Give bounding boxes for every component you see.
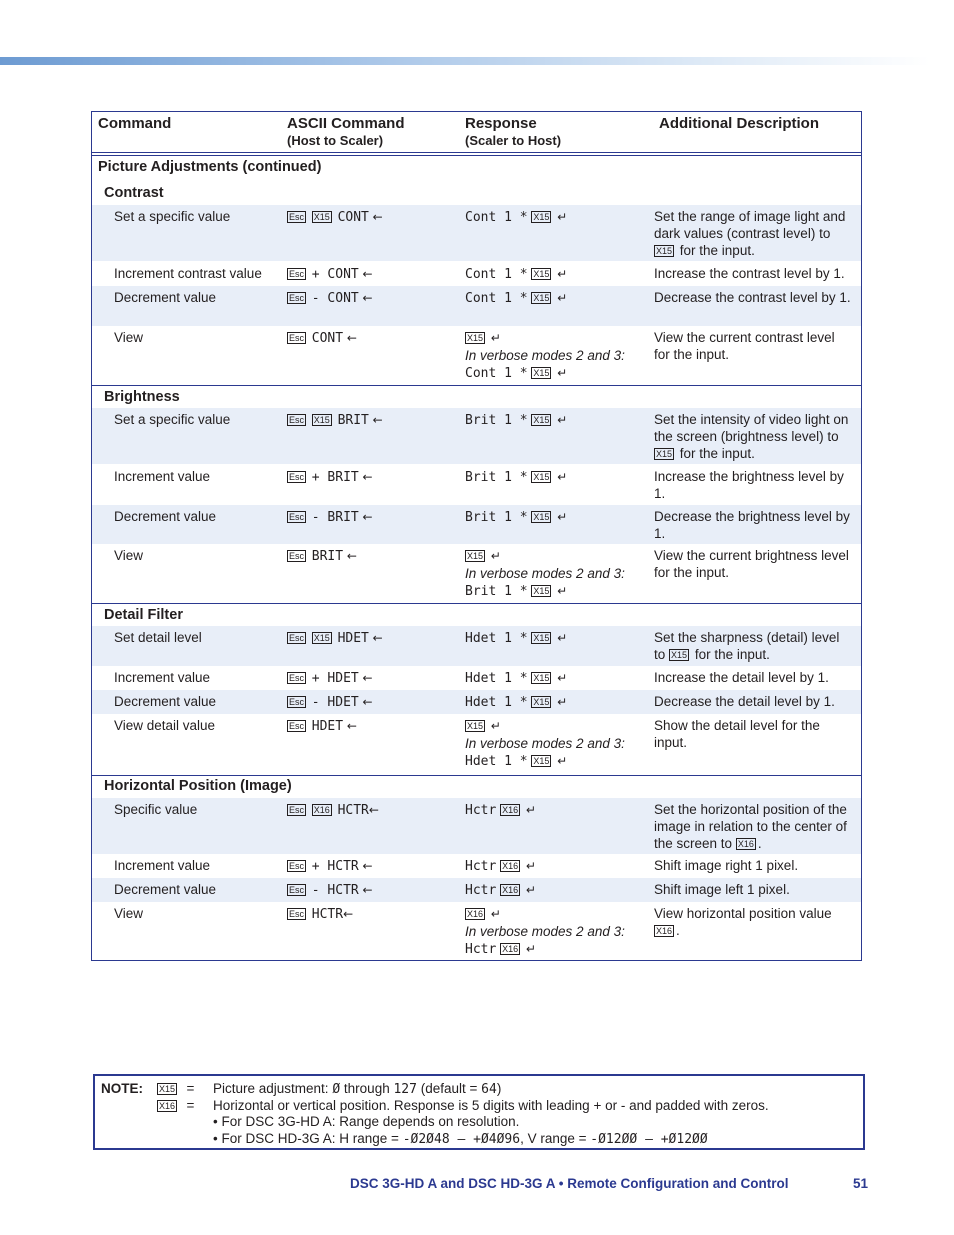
command-name: Specific value bbox=[114, 802, 198, 817]
response: X15 ↵ In verbose modes 2 and 3: Cont 1 * X15 ↵ bbox=[465, 331, 625, 381]
return-icon: ↵ bbox=[490, 719, 501, 733]
return-icon: ↵ bbox=[525, 942, 536, 956]
esc-key-icon: Esc bbox=[289, 805, 305, 815]
return-icon: ↵ bbox=[525, 803, 536, 817]
description: Decrease the detail level by 1. bbox=[654, 694, 835, 709]
esc-key-icon: Esc bbox=[289, 721, 305, 731]
header-rule bbox=[92, 155, 861, 156]
note-x15-text: Picture adjustment: Ø through 127 (default = 64) bbox=[213, 1081, 502, 1097]
enter-arrow-icon: ← bbox=[346, 549, 357, 563]
group-rule bbox=[92, 775, 861, 776]
footer-title: DSC 3G-HD A and DSC HD-3G A • Remote Configuration and Control bbox=[350, 1176, 789, 1191]
esc-key-icon: Esc bbox=[289, 472, 305, 482]
command-name: View bbox=[114, 906, 144, 921]
x15-key-icon: X15 bbox=[533, 512, 550, 522]
esc-key-icon: Esc bbox=[289, 415, 305, 425]
table-row bbox=[92, 854, 861, 878]
command-name: Set detail level bbox=[114, 630, 202, 645]
note-label: NOTE: bbox=[101, 1081, 143, 1096]
page-number: 51 bbox=[853, 1176, 869, 1191]
group-title-detail: Detail Filter bbox=[104, 607, 183, 623]
table-row bbox=[92, 326, 861, 384]
description: Decrease the brightness level by 1. bbox=[654, 509, 850, 541]
command-name: Decrement value bbox=[114, 290, 217, 305]
x16-key-icon: X16 bbox=[502, 861, 519, 871]
x15-key-icon: X15 bbox=[533, 756, 550, 766]
return-icon: ↵ bbox=[557, 671, 568, 685]
enter-arrow-icon: ← bbox=[362, 671, 373, 685]
command-name: Increment contrast value bbox=[114, 266, 262, 281]
return-icon: ↵ bbox=[557, 754, 568, 768]
x15-key-icon: X15 bbox=[656, 246, 673, 256]
note-key-x15: X15 = bbox=[159, 1081, 195, 1096]
description: Shift image left 1 pixel. bbox=[654, 882, 790, 897]
esc-key-icon: Esc bbox=[289, 293, 305, 303]
return-icon: ↵ bbox=[557, 584, 568, 598]
ascii-command: Esc HCTR← bbox=[289, 907, 354, 922]
header-ascii: ASCII Command (Host to Scaler) bbox=[287, 115, 405, 148]
esc-key-icon: Esc bbox=[289, 885, 305, 895]
x16-key-icon: X16 bbox=[656, 926, 673, 936]
x15-key-icon: X15 bbox=[533, 368, 550, 378]
x15-key-icon: X15 bbox=[467, 333, 484, 343]
return-icon: ↵ bbox=[557, 695, 568, 709]
command-name: Set a specific value bbox=[114, 209, 231, 224]
x16-key-icon: X16 bbox=[313, 805, 330, 815]
section-title: Picture Adjustments (continued) bbox=[98, 159, 322, 175]
response: X15 ↵ In verbose modes 2 and 3: Hdet 1 * X15 ↵ bbox=[465, 719, 625, 769]
table-row bbox=[92, 902, 861, 960]
command-name: View bbox=[114, 548, 144, 563]
response: Brit 1 * X15 ↵ bbox=[465, 413, 568, 428]
x15-key-icon: X15 bbox=[533, 293, 550, 303]
response: Brit 1 * X15 ↵ bbox=[465, 470, 568, 485]
response: Hctr X16 ↵ bbox=[465, 859, 536, 874]
enter-arrow-icon: ← bbox=[362, 883, 373, 897]
note-bullet: • For DSC 3G-HD A: Range depends on resolution. bbox=[213, 1114, 520, 1129]
note-key-x16: X16 = bbox=[159, 1098, 195, 1113]
esc-key-icon: Esc bbox=[289, 551, 305, 561]
table-row bbox=[92, 666, 861, 690]
ascii-command: Esc - HDET ← bbox=[289, 695, 373, 710]
esc-key-icon: Esc bbox=[289, 212, 305, 222]
enter-arrow-icon: ← bbox=[343, 907, 354, 921]
description: Decrease the contrast level by 1. bbox=[654, 290, 851, 305]
response: Cont 1 * X15 ↵ bbox=[465, 291, 568, 306]
return-icon: ↵ bbox=[557, 470, 568, 484]
enter-arrow-icon: ← bbox=[362, 291, 373, 305]
ascii-command: Esc X16 HCTR← bbox=[289, 803, 379, 818]
command-name: View detail value bbox=[114, 718, 216, 733]
command-name: Decrement value bbox=[114, 882, 217, 897]
x15-key-icon: X15 bbox=[159, 1084, 176, 1094]
description: Increase the brightness level by 1. bbox=[654, 469, 844, 501]
x16-key-icon: X16 bbox=[502, 805, 519, 815]
response: Hdet 1 * X15 ↵ bbox=[465, 631, 568, 646]
table-row bbox=[92, 408, 861, 464]
return-icon: ↵ bbox=[525, 859, 536, 873]
table-row bbox=[92, 262, 861, 286]
ascii-command: Esc HDET ← bbox=[289, 719, 357, 734]
response: Cont 1 * X15 ↵ bbox=[465, 267, 568, 282]
x15-key-icon: X15 bbox=[533, 697, 550, 707]
enter-arrow-icon: ← bbox=[368, 803, 379, 817]
enter-arrow-icon: ← bbox=[362, 470, 373, 484]
x15-key-icon: X15 bbox=[313, 212, 330, 222]
response: Brit 1 * X15 ↵ bbox=[465, 510, 568, 525]
note-x16-text: Horizontal or vertical position. Response is 5 digits with leading + or - and padded with zeros. bbox=[213, 1098, 769, 1113]
table-row bbox=[92, 626, 861, 666]
return-icon: ↵ bbox=[490, 331, 501, 345]
ascii-command: Esc + CONT ← bbox=[289, 267, 373, 282]
description: Increase the contrast level by 1. bbox=[654, 266, 845, 281]
x15-key-icon: X15 bbox=[533, 212, 550, 222]
ascii-command: Esc + HCTR ← bbox=[289, 859, 373, 874]
return-icon: ↵ bbox=[557, 366, 568, 380]
command-name: Set a specific value bbox=[114, 412, 231, 427]
return-icon: ↵ bbox=[557, 267, 568, 281]
x15-key-icon: X15 bbox=[671, 650, 688, 660]
ascii-command: Esc X15 BRIT ← bbox=[289, 413, 383, 428]
response: X16 ↵ In verbose modes 2 and 3: Hctr X16 ↵ bbox=[465, 907, 625, 957]
group-title-brightness: Brightness bbox=[104, 389, 180, 405]
table-row bbox=[92, 798, 861, 854]
x15-key-icon: X15 bbox=[533, 415, 550, 425]
table-row bbox=[92, 878, 861, 902]
command-name: Increment value bbox=[114, 858, 211, 873]
enter-arrow-icon: ← bbox=[372, 413, 383, 427]
group-title-contrast: Contrast bbox=[104, 185, 164, 201]
description: Increase the detail level by 1. bbox=[654, 670, 829, 685]
header-color-bar bbox=[0, 57, 930, 65]
esc-key-icon: Esc bbox=[289, 697, 305, 707]
description: Set the intensity of video light on the screen (brightness level) to X15 for the input. bbox=[654, 412, 849, 461]
note-box bbox=[93, 1074, 865, 1150]
x15-key-icon: X15 bbox=[533, 633, 550, 643]
x16-key-icon: X16 bbox=[502, 944, 519, 954]
command-table bbox=[91, 111, 862, 961]
table-row bbox=[92, 465, 861, 505]
response: X15 ↵ In verbose modes 2 and 3: Brit 1 * X15 ↵ bbox=[465, 549, 625, 599]
esc-key-icon: Esc bbox=[289, 909, 305, 919]
x15-key-icon: X15 bbox=[656, 449, 673, 459]
header-response: Response (Scaler to Host) bbox=[465, 115, 562, 148]
ascii-command: Esc + HDET ← bbox=[289, 671, 373, 686]
table-row bbox=[92, 205, 861, 261]
esc-key-icon: Esc bbox=[289, 673, 305, 683]
return-icon: ↵ bbox=[490, 549, 501, 563]
esc-key-icon: Esc bbox=[289, 333, 305, 343]
x16-key-icon: X16 bbox=[467, 909, 484, 919]
ascii-command: Esc - CONT ← bbox=[289, 291, 373, 306]
ascii-command: Esc + BRIT ← bbox=[289, 470, 373, 485]
x16-key-icon: X16 bbox=[737, 839, 754, 849]
ascii-command: Esc - BRIT ← bbox=[289, 510, 373, 525]
table-row bbox=[92, 544, 861, 602]
ascii-command: Esc X15 CONT ← bbox=[289, 210, 383, 225]
table-row bbox=[92, 690, 861, 714]
return-icon: ↵ bbox=[490, 907, 501, 921]
x15-key-icon: X15 bbox=[533, 269, 550, 279]
x15-key-icon: X15 bbox=[533, 586, 550, 596]
table-row bbox=[92, 505, 861, 544]
ascii-command: Esc - HCTR ← bbox=[289, 883, 373, 898]
description: View the current contrast level for the input. bbox=[654, 330, 835, 362]
ascii-command: Esc X15 HDET ← bbox=[289, 631, 383, 646]
return-icon: ↵ bbox=[557, 291, 568, 305]
description: View the current brightness level for the input. bbox=[654, 548, 849, 580]
x16-key-icon: X16 bbox=[502, 885, 519, 895]
enter-arrow-icon: ← bbox=[362, 695, 373, 709]
description: View horizontal position value X16 . bbox=[654, 906, 832, 938]
ascii-command: Esc BRIT ← bbox=[289, 549, 357, 564]
response: Hctr X16 ↵ bbox=[465, 803, 536, 818]
enter-arrow-icon: ← bbox=[346, 719, 357, 733]
x16-key-icon: X16 bbox=[159, 1101, 176, 1111]
command-name: Increment value bbox=[114, 469, 211, 484]
description: Show the detail level for the input. bbox=[654, 718, 820, 750]
x15-key-icon: X15 bbox=[533, 472, 550, 482]
header-rule bbox=[92, 152, 861, 153]
header-description: Additional Description bbox=[659, 115, 820, 132]
group-rule bbox=[92, 385, 861, 386]
x15-key-icon: X15 bbox=[467, 551, 484, 561]
group-rule bbox=[92, 603, 861, 604]
esc-key-icon: Esc bbox=[289, 633, 305, 643]
enter-arrow-icon: ← bbox=[346, 331, 357, 345]
return-icon: ↵ bbox=[557, 631, 568, 645]
header-command: Command bbox=[98, 115, 172, 132]
response: Cont 1 * X15 ↵ bbox=[465, 210, 568, 225]
enter-arrow-icon: ← bbox=[372, 210, 383, 224]
description: Set the horizontal position of the image in relation to the center of the screen to X16 . bbox=[654, 802, 847, 851]
response: Hdet 1 * X15 ↵ bbox=[465, 671, 568, 686]
description: Set the range of image light and dark values (contrast level) to X15 for the input. bbox=[654, 209, 846, 258]
command-name: View bbox=[114, 330, 144, 345]
enter-arrow-icon: ← bbox=[362, 510, 373, 524]
enter-arrow-icon: ← bbox=[362, 859, 373, 873]
group-title-hpos: Horizontal Position (Image) bbox=[104, 778, 292, 794]
note-bullet: • For DSC HD-3G A: H range = -Ø2Ø48 – +Ø4Ø96, V range = -Ø12ØØ – +Ø12ØØ bbox=[213, 1131, 708, 1147]
ascii-command: Esc CONT ← bbox=[289, 331, 357, 346]
esc-key-icon: Esc bbox=[289, 269, 305, 279]
return-icon: ↵ bbox=[525, 883, 536, 897]
command-name: Decrement value bbox=[114, 509, 217, 524]
return-icon: ↵ bbox=[557, 413, 568, 427]
table-row bbox=[92, 286, 861, 326]
response: Hctr X16 ↵ bbox=[465, 883, 536, 898]
return-icon: ↵ bbox=[557, 210, 568, 224]
description: Shift image right 1 pixel. bbox=[654, 858, 799, 873]
x15-key-icon: X15 bbox=[467, 721, 484, 731]
description: Set the sharpness (detail) level to X15 for the input. bbox=[654, 630, 840, 662]
esc-key-icon: Esc bbox=[289, 512, 305, 522]
enter-arrow-icon: ← bbox=[362, 267, 373, 281]
command-name: Increment value bbox=[114, 670, 211, 685]
table-row bbox=[92, 714, 861, 774]
x15-key-icon: X15 bbox=[313, 415, 330, 425]
command-name: Decrement value bbox=[114, 694, 217, 709]
return-icon: ↵ bbox=[557, 510, 568, 524]
enter-arrow-icon: ← bbox=[372, 631, 383, 645]
esc-key-icon: Esc bbox=[289, 861, 305, 871]
x15-key-icon: X15 bbox=[533, 673, 550, 683]
x15-key-icon: X15 bbox=[313, 633, 330, 643]
response: Hdet 1 * X15 ↵ bbox=[465, 695, 568, 710]
table-header bbox=[92, 112, 861, 152]
